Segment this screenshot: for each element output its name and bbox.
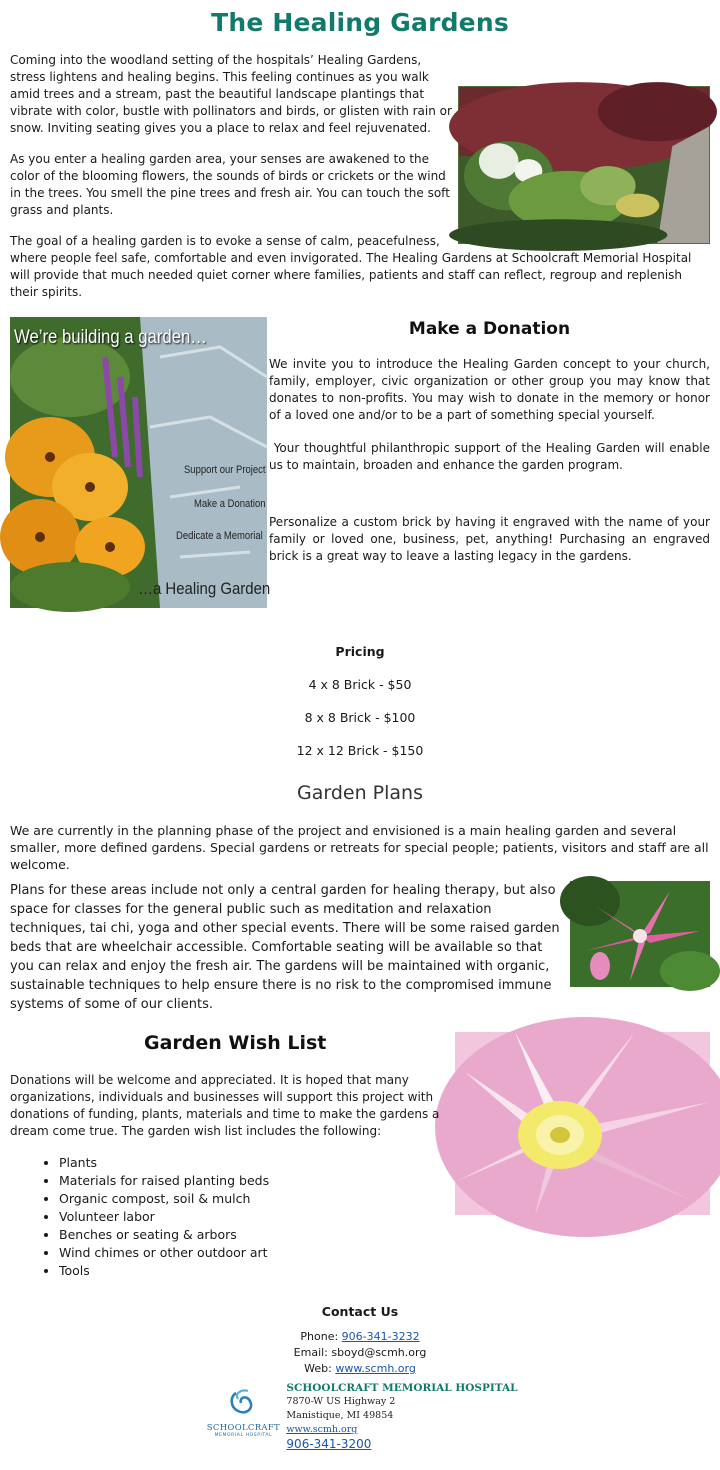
hospital-logo bbox=[202, 1381, 284, 1438]
contact-phone-label: Phone: bbox=[300, 1330, 342, 1343]
donation-title: Make a Donation bbox=[408, 319, 571, 339]
dahlia-photo bbox=[455, 1032, 710, 1215]
footer-address bbox=[286, 1381, 517, 1453]
contact-web-link[interactable]: www.scmh.org bbox=[335, 1362, 416, 1375]
garden-plans-paragraph-1: We are currently in the planning phase of the project and envisioned is a main healing garden and several smaller, more defined gardens. Special gardens or retreats for special people; patients, visitors and staff are all welcome. bbox=[10, 823, 709, 872]
intro-paragraph-2: As you enter a healing garden area, your senses are awakened to the color of the blooming flowers, the sounds of birds or crickets or the wind in the trees. You smell the pine trees and fresh air. You can touch the soft grass and plants. bbox=[10, 152, 450, 217]
contact-email-line: Email: sboyd@scmh.org bbox=[293, 1346, 427, 1359]
building-garden-caption: We’re building a garden… bbox=[14, 327, 208, 348]
garden-plans-title: Garden Plans bbox=[297, 782, 423, 804]
wish-item-wind-chimes: • Wind chimes or other outdoor art bbox=[59, 1244, 710, 1262]
contact-web-label: Web: bbox=[304, 1362, 336, 1375]
wish-list-section bbox=[10, 1032, 710, 1280]
pricing-heading: Pricing bbox=[335, 644, 385, 659]
logo-subtitle: MEMORIAL HOSPITAL bbox=[214, 1433, 273, 1438]
support-project-link[interactable]: Support our Project bbox=[184, 464, 266, 476]
pricing-section bbox=[10, 644, 710, 758]
footer-address-line-1: 7870-W US Highway 2 bbox=[286, 1396, 396, 1407]
wish-list-title: Garden Wish List bbox=[144, 1032, 327, 1054]
intro-paragraph-3: The goal of a healing garden is to evoke a sense of calm, peacefulness, where people feel safe, comfortable and even invigorated. The Healing Gardens at Schoolcraft Memorial Hospital will provide that much needed quiet corner where families, patients and staff can reflect, regroup and replenish their spirits. bbox=[10, 234, 692, 299]
footer-phone-link[interactable]: 906-341-3200 bbox=[286, 1437, 372, 1451]
garden-plans-paragraph-2: Plans for these areas include not only a central garden for healing therapy, but also space for classes for the general public such as meditation and relaxation techniques, tai chi, yoga and other special events. There will be some raised garden beds that are wheelchair accessible. Comfortable seating will be available so that you can relax and enjoy the fresh air. The gardens will be maintained with organic, sustainable techniques to help ensure there is no risk to the compromised immune systems of some of our clients. bbox=[10, 883, 560, 1012]
garden-plans-section bbox=[10, 782, 710, 1014]
pricing-item-4x8: 4 x 8 Brick - $50 bbox=[308, 677, 412, 692]
contact-phone-line bbox=[10, 1329, 710, 1345]
garden-path-photo bbox=[458, 86, 710, 244]
donation-paragraph-2: Your thoughtful philanthropic support of the Healing Garden will enable us to maintain, broaden and enhance the garden program. bbox=[269, 441, 714, 472]
wish-item-tools: • Tools bbox=[59, 1262, 710, 1280]
wish-list-intro: Donations will be welcome and appreciated. It is hoped that many organizations, individuals and businesses will support this project with donations of funding, plants, materials and time to make the gardens a dream come true. The garden wish list includes the following: bbox=[10, 1073, 440, 1138]
donation-paragraph-3: Personalize a custom brick by having it engraved with the name of your family or loved one, business, pet, anything! Purchasing an engraved brick is a great way to leave a lasting legacy in the gardens. bbox=[269, 515, 710, 563]
contact-phone-link[interactable]: 906-341-3232 bbox=[341, 1330, 420, 1343]
make-donation-link[interactable]: Make a Donation bbox=[194, 498, 266, 510]
healing-garden-caption: …a Healing Garden bbox=[138, 579, 271, 598]
intro-section bbox=[10, 52, 710, 301]
wish-item-materials: • Materials for raised planting beds bbox=[59, 1172, 710, 1190]
pricing-item-12x12: 12 x 12 Brick - $150 bbox=[296, 743, 424, 758]
wish-item-volunteer: • Volunteer labor bbox=[59, 1208, 710, 1226]
hospital-logo-icon bbox=[226, 1387, 260, 1419]
footer-hospital-name: SCHOOLCRAFT MEMORIAL HOSPITAL bbox=[286, 1382, 518, 1394]
lily-photo bbox=[570, 881, 710, 987]
page-title: The Healing Gardens bbox=[211, 8, 509, 37]
footer bbox=[10, 1381, 710, 1453]
building-garden-image[interactable] bbox=[10, 317, 271, 608]
pricing-item-8x8: 8 x 8 Brick - $100 bbox=[304, 710, 416, 725]
intro-paragraph-1: Coming into the woodland setting of the hospitals’ Healing Gardens, stress lightens and healing begins. This feeling continues as you walk amid trees and a stream, past the beautiful landscape plantings that vibrate with color, bustle with pollinators and birds, or glisten with rain or snow. Inviting seating gives you a place to relax and feel rejuvenated. bbox=[10, 53, 452, 135]
logo-name: SCHOOLCRAFT bbox=[206, 1423, 281, 1433]
donation-section bbox=[10, 317, 714, 608]
dedicate-memorial-link[interactable]: Dedicate a Memorial bbox=[176, 530, 263, 542]
footer-address-line-2: Manistique, MI 49854 bbox=[286, 1410, 394, 1421]
wish-item-compost: • Organic compost, soil & mulch bbox=[59, 1190, 710, 1208]
donation-paragraph-1: We invite you to introduce the Healing Garden concept to your church, family, employer, civic organization or other group you may know that donates to non-profits. You may wish to donate in the memory or honor of a loved one and/or to be a part of something special yourself. bbox=[269, 357, 710, 422]
contact-section bbox=[10, 1304, 710, 1377]
wish-item-plants: • Plants bbox=[59, 1154, 710, 1172]
contact-web-line bbox=[10, 1361, 710, 1377]
contact-heading: Contact Us bbox=[321, 1304, 399, 1319]
footer-web-link[interactable]: www.scmh.org bbox=[286, 1424, 358, 1435]
wish-item-benches: • Benches or seating & arbors bbox=[59, 1226, 710, 1244]
